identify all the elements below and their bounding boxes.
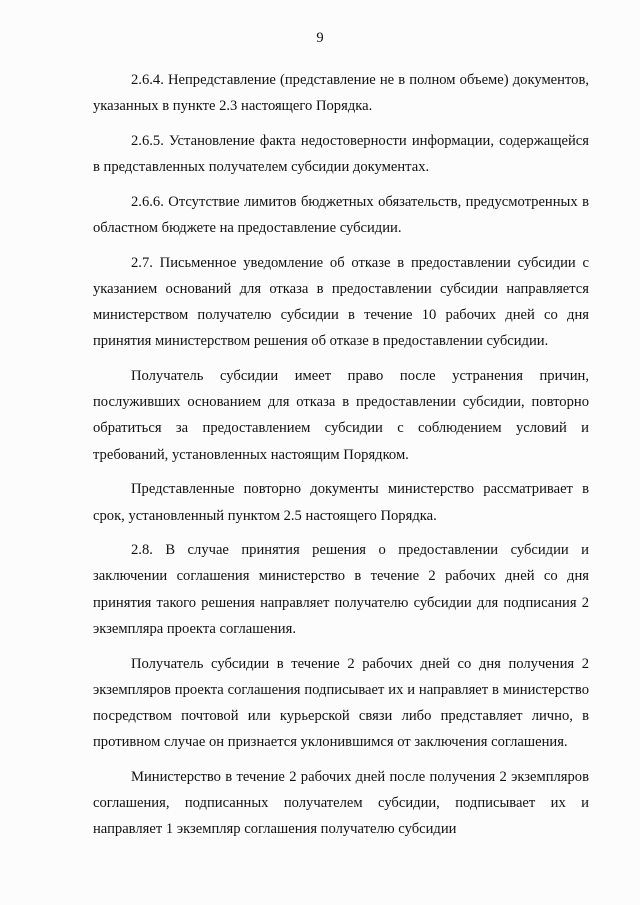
paragraph-2-7: 2.7. Письменное уведомление об отказе в предоставлении субсидии с указанием оснований для отказа в предоставлении субсидии направляется министерством получателю субсидии в течение 10 рабочих дней со дня принятия министерством решения об отказе в предоставлении субсидии. [93, 254, 589, 350]
paragraph-2-6-4: 2.6.4. Непредставление (представление не в полном объеме) документов, указанных в пункте 2.3 настоящего Порядка. [93, 72, 589, 115]
paragraph-2-6-5: 2.6.5. Установление факта недостоверности информации, содержащейся в представленных получателем субсидии документах. [93, 132, 589, 176]
paragraph-2-6-6: 2.6.6. Отсутствие лимитов бюджетных обязательств, предусмотренных в областном бюджете на предоставление субсидии. [93, 193, 589, 237]
paragraph-recipient-signing: Получатель субсидии в течение 2 рабочих дней со дня получения 2 экземпляров проекта соглашения подписывает их и направляет в министерство посредством почтовой или курьерской связи либо представляет лично, в противном случае он признается уклонившимся от заключения соглашения. [93, 655, 589, 751]
paragraph-reapplication-right: Получатель субсидии имеет право после устранения причин, послуживших основанием для отказа в предоставлении субсидии, повторно обратиться за предоставлением субсидии с соблюдением условий и требований, установленных настоящим Порядком. [93, 368, 589, 463]
paragraph-2-8: 2.8. В случае принятия решения о предоставлении субсидии и заключении соглашения министерство в течение 2 рабочих дней со дня принятия такого решения направляет получателю субсидии для подписания 2 экземпляра проекта соглашения. [93, 542, 589, 637]
paragraph-ministry-signing: Министерство в течение 2 рабочих дней после получения 2 экземпляров соглашения, подписанных получателем субсидии, подписывает их и направляет 1 экземпляр соглашения получателю субсидии [93, 768, 589, 838]
paragraph-reapplication-review: Представленные повторно документы министерство рассматривает в срок, установленный пунктом 2.5 настоящего Порядка. [93, 481, 589, 524]
document-body [93, 67, 589, 851]
page-number: 9 [316, 30, 324, 46]
